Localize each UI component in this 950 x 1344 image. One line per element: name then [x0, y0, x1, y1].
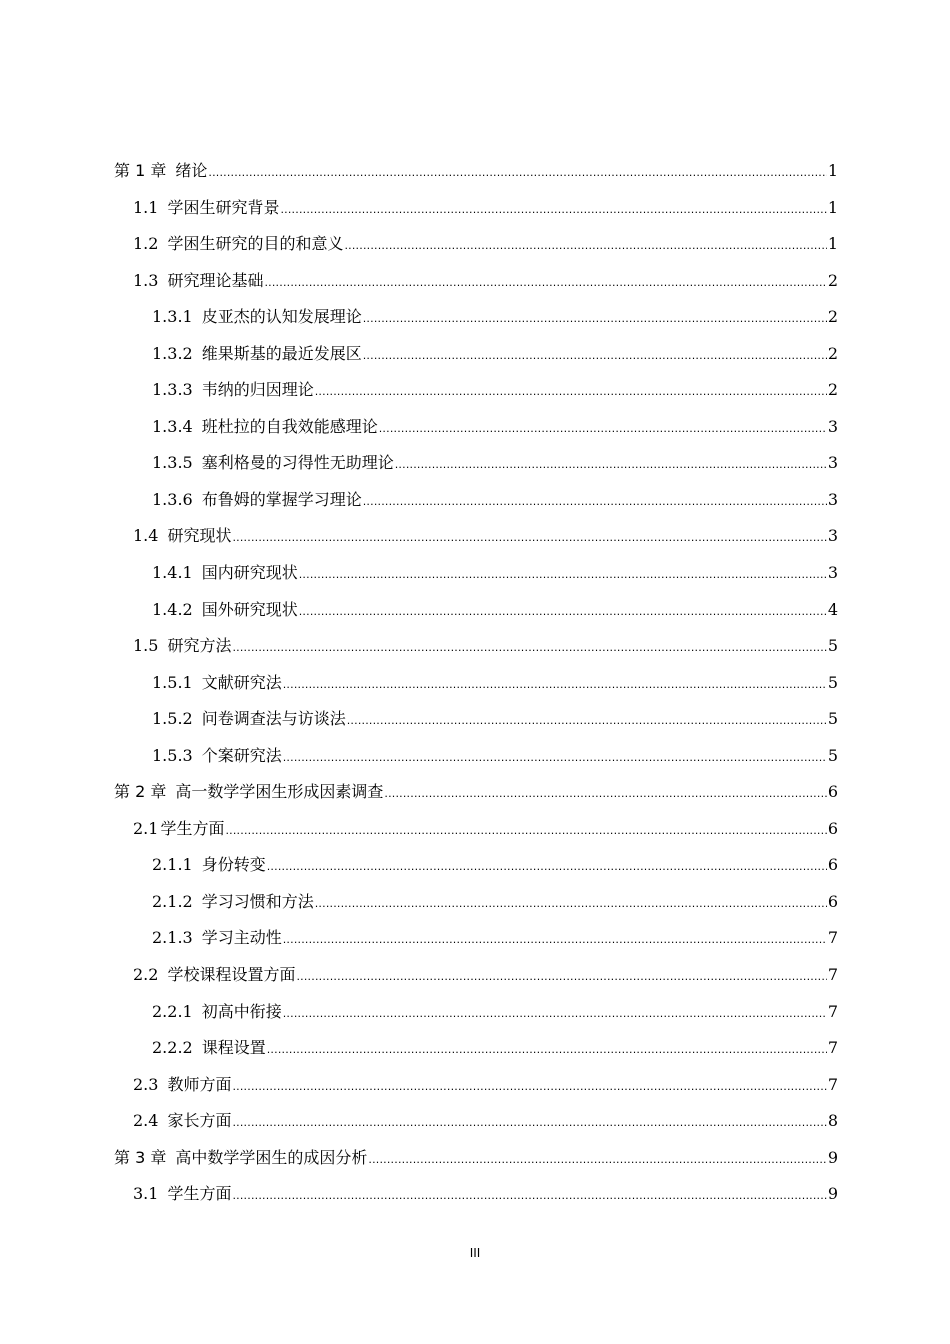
- toc-dot-leader: [208, 153, 826, 192]
- toc-dot-leader: [267, 1030, 827, 1069]
- toc-entry[interactable]: [114, 445, 838, 482]
- toc-entry-number: 2.2.2: [152, 1038, 193, 1058]
- toc-entry[interactable]: [114, 957, 838, 994]
- toc-entry-number: 2.2.1: [152, 1001, 193, 1021]
- toc-entry-page: 7: [827, 965, 838, 985]
- toc-entry-title: 初高中衔接: [201, 1001, 282, 1021]
- toc-entry-number: 第 2 章: [114, 782, 167, 802]
- toc-entry-page: 1: [827, 234, 838, 254]
- toc-entry-title: 皮亚杰的认知发展理论: [201, 307, 362, 327]
- toc-entry[interactable]: [114, 336, 838, 373]
- toc-dot-leader: [232, 628, 826, 667]
- toc-dot-leader: [283, 994, 827, 1033]
- toc-entry-title: 个案研究法: [201, 745, 282, 765]
- toc-entry-number: 2.1.2: [152, 891, 193, 911]
- toc-entry[interactable]: [114, 226, 838, 263]
- toc-entry-number: 2.3: [133, 1074, 159, 1094]
- toc-entry-page: 6: [827, 818, 838, 838]
- toc-entry-number: 1.5.2: [152, 709, 193, 729]
- toc-entry-page: 5: [827, 745, 838, 765]
- toc-entry-number: 1.3.2: [152, 343, 193, 363]
- toc-entry[interactable]: [114, 299, 838, 336]
- toc-entry[interactable]: [114, 263, 838, 300]
- toc-entry-title: 学校课程设置方面: [167, 965, 296, 985]
- toc-dot-leader: [232, 1176, 826, 1215]
- toc-entry-page: 2: [827, 307, 838, 327]
- toc-entry[interactable]: [114, 738, 838, 775]
- toc-entry[interactable]: [114, 1176, 838, 1213]
- toc-entry-title: 学习主动性: [201, 928, 282, 948]
- toc-entry-number: 2.1: [133, 818, 159, 838]
- toc-entry-number: 2.4: [133, 1111, 159, 1131]
- toc-entry-page: 3: [827, 526, 838, 546]
- toc-entry-title: 绪论: [175, 161, 208, 180]
- toc-entry-page: 2: [827, 380, 838, 400]
- toc-dot-leader: [347, 701, 827, 740]
- toc-entry-number: 3.1: [133, 1184, 159, 1204]
- toc-dot-leader: [225, 811, 826, 850]
- toc-entry-title: 高中数学学困生的成因分析: [175, 1147, 368, 1167]
- toc-entry-title: 课程设置: [201, 1038, 266, 1058]
- toc-dot-leader: [296, 957, 826, 996]
- toc-entry-title: 问卷调查法与访谈法: [201, 709, 346, 729]
- toc-dot-leader: [315, 884, 827, 923]
- toc-entry-title: 家长方面: [167, 1111, 232, 1131]
- toc-entry[interactable]: [114, 884, 838, 921]
- toc-entry[interactable]: [114, 994, 838, 1031]
- toc-entry-page: 6: [827, 891, 838, 911]
- toc-entry-number: 1.3.5: [152, 453, 193, 473]
- toc-entry-title: 研究方法: [167, 636, 232, 656]
- toc-entry[interactable]: [114, 592, 838, 629]
- toc-entry-title: 塞利格曼的习得性无助理论: [201, 453, 394, 473]
- page-number-footer: III: [469, 1246, 481, 1260]
- toc-entry-page: 4: [827, 599, 838, 619]
- toc-entry-title: 研究现状: [167, 526, 232, 546]
- toc-entry-page: 5: [827, 709, 838, 729]
- toc-entry-title: 班杜拉的自我效能感理论: [201, 416, 378, 436]
- toc-entry-number: 1.4.2: [152, 599, 193, 619]
- toc-entry[interactable]: [114, 1030, 838, 1067]
- toc-dot-leader: [299, 592, 827, 631]
- toc-entry-number: 第 1 章: [114, 161, 167, 180]
- toc-entry[interactable]: [114, 1103, 838, 1140]
- toc-entry-page: 5: [827, 672, 838, 692]
- toc-entry-number: 1.3.1: [152, 307, 193, 327]
- toc-entry-number: 1.5.1: [152, 672, 193, 692]
- toc-dot-leader: [283, 920, 827, 959]
- toc-entry[interactable]: [114, 920, 838, 957]
- toc-entry-title: 高一数学学困生形成因素调查: [175, 782, 384, 802]
- toc-entry[interactable]: [114, 518, 838, 555]
- toc-entry-number: 第 3 章: [114, 1147, 167, 1167]
- toc-entry-title: 韦纳的归因理论: [201, 380, 314, 400]
- toc-entry-title: 研究理论基础: [167, 270, 264, 290]
- toc-entry-title: 教师方面: [167, 1074, 232, 1094]
- toc-entry-title: 学困生研究背景: [167, 197, 280, 217]
- toc-dot-leader: [395, 445, 827, 484]
- toc-entry[interactable]: [114, 190, 838, 227]
- toc-entry-page: 7: [827, 928, 838, 948]
- toc-entry-number: 1.3.4: [152, 416, 193, 436]
- toc-entry[interactable]: [114, 628, 838, 665]
- toc-entry-title: 维果斯基的最近发展区: [201, 343, 362, 363]
- toc-entry-page: 3: [827, 563, 838, 583]
- toc-entry[interactable]: [114, 774, 838, 811]
- toc-entry-page: 8: [827, 1111, 838, 1131]
- toc-entry[interactable]: [114, 847, 838, 884]
- toc-entry-page: 2: [827, 343, 838, 363]
- toc-dot-leader: [363, 336, 827, 375]
- toc-entry-page: 1: [827, 161, 838, 180]
- toc-entry-page: 1: [827, 197, 838, 217]
- toc-dot-leader: [232, 1067, 826, 1106]
- toc-entry-title: 学习习惯和方法: [201, 891, 314, 911]
- toc-dot-leader: [299, 555, 827, 594]
- toc-dot-leader: [379, 409, 827, 448]
- toc-entry-page: 3: [827, 453, 838, 473]
- toc-entry[interactable]: [114, 811, 838, 848]
- toc-entry-number: 1.3: [133, 270, 159, 290]
- toc-entry-number: 1.4.1: [152, 563, 193, 583]
- toc-entry-number: 2.2: [133, 965, 159, 985]
- toc-entry-title: 学困生研究的目的和意义: [167, 234, 344, 254]
- toc-entry-number: 1.3.3: [152, 380, 193, 400]
- toc-entry-title: 文献研究法: [201, 672, 282, 692]
- toc-entry-page: 2: [827, 270, 838, 290]
- toc-entry-number: 1.1: [133, 197, 159, 217]
- toc-entry-page: 7: [827, 1038, 838, 1058]
- toc-entry-title: 学生方面: [160, 818, 225, 838]
- toc-entry-page: 9: [827, 1184, 838, 1204]
- toc-entry-page: 7: [827, 1001, 838, 1021]
- toc-entry-title: 国外研究现状: [201, 599, 298, 619]
- toc-entry[interactable]: [114, 1140, 838, 1177]
- toc-entry-page: 6: [827, 855, 838, 875]
- toc-entry-page: 3: [827, 416, 838, 436]
- toc-entry[interactable]: [114, 665, 838, 702]
- toc-dot-leader: [283, 665, 827, 704]
- toc-dot-leader: [363, 482, 827, 521]
- toc-entry-page: 7: [827, 1074, 838, 1094]
- toc-dot-leader: [232, 518, 826, 557]
- toc-entry-number: 2.1.3: [152, 928, 193, 948]
- toc-dot-leader: [283, 738, 827, 777]
- toc-entry-number: 1.2: [133, 234, 159, 254]
- toc-dot-leader: [315, 372, 827, 411]
- toc-entry-number: 1.5: [133, 636, 159, 656]
- toc-entry-title: 身份转变: [201, 855, 266, 875]
- toc-dot-leader: [344, 226, 826, 265]
- toc-entry[interactable]: [114, 555, 838, 592]
- toc-entry[interactable]: [114, 1067, 838, 1104]
- toc-entry[interactable]: [114, 372, 838, 409]
- toc-entry-title: 国内研究现状: [201, 563, 298, 583]
- toc-entry[interactable]: [114, 153, 838, 190]
- table-of-contents: [114, 153, 838, 1213]
- toc-dot-leader: [384, 774, 826, 813]
- toc-dot-leader: [264, 263, 826, 302]
- toc-dot-leader: [280, 190, 826, 229]
- toc-dot-leader: [267, 847, 827, 886]
- toc-entry-page: 6: [827, 782, 838, 802]
- toc-entry-page: 3: [827, 489, 838, 509]
- toc-dot-leader: [232, 1103, 826, 1142]
- toc-entry-page: 5: [827, 636, 838, 656]
- toc-entry[interactable]: [114, 701, 838, 738]
- toc-entry-number: 2.1.1: [152, 855, 193, 875]
- toc-entry-title: 布鲁姆的掌握学习理论: [201, 489, 362, 509]
- toc-entry-title: 学生方面: [167, 1184, 232, 1204]
- toc-entry-number: 1.5.3: [152, 745, 193, 765]
- toc-entry-page: 9: [827, 1147, 838, 1167]
- toc-entry[interactable]: [114, 409, 838, 446]
- toc-entry[interactable]: [114, 482, 838, 519]
- toc-dot-leader: [368, 1140, 826, 1179]
- toc-dot-leader: [363, 299, 827, 338]
- toc-entry-number: 1.4: [133, 526, 159, 546]
- toc-entry-number: 1.3.6: [152, 489, 193, 509]
